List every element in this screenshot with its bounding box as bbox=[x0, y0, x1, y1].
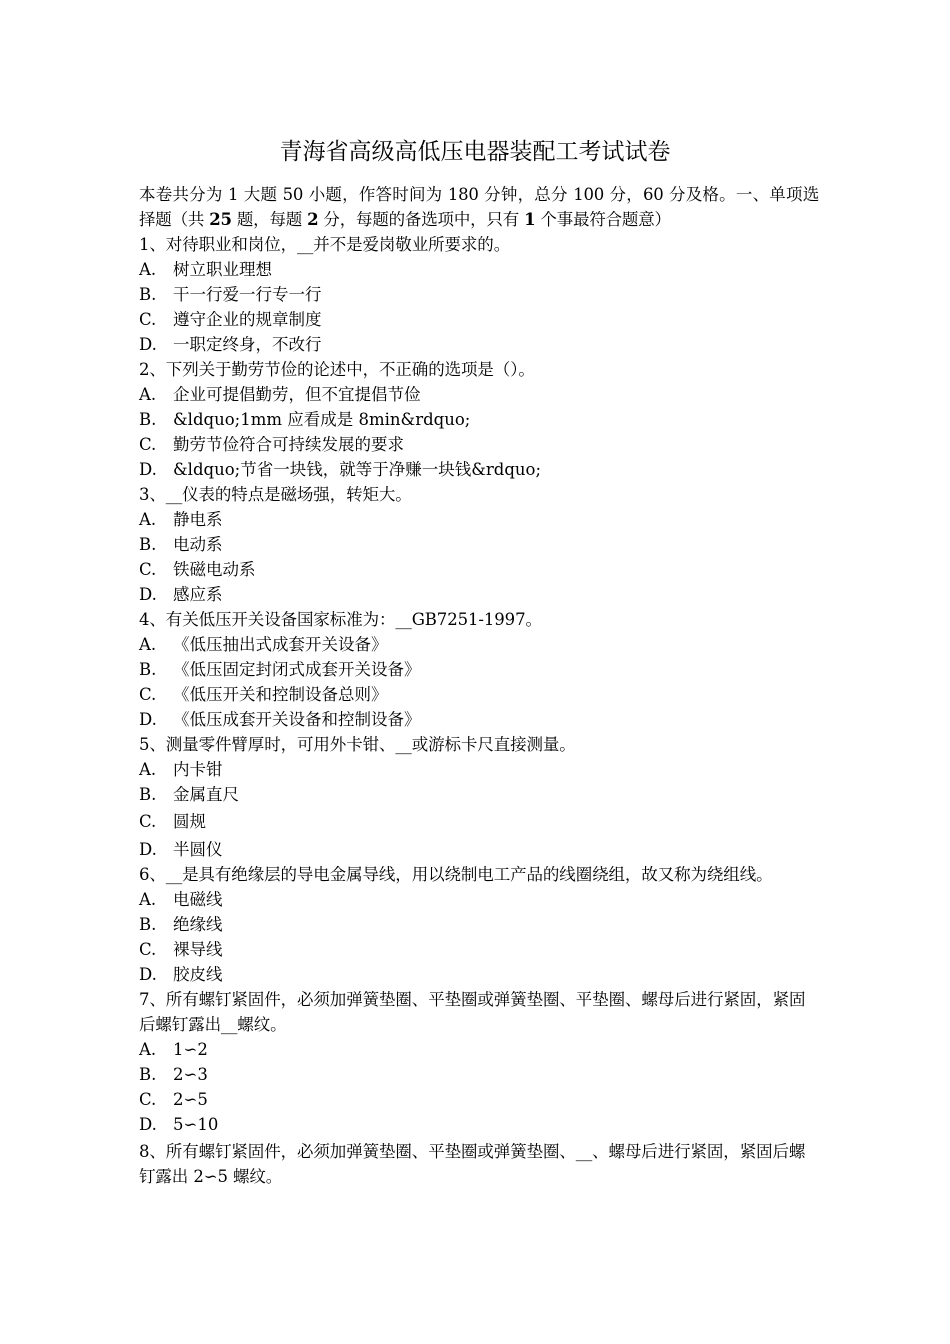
option-label: B. bbox=[139, 535, 157, 554]
option-text: 绝缘线 bbox=[173, 915, 223, 934]
option-label: C. bbox=[139, 435, 157, 454]
option-3b bbox=[139, 532, 819, 557]
option-label: A. bbox=[139, 635, 157, 654]
option-label: A. bbox=[139, 890, 157, 909]
option-label: D. bbox=[139, 840, 157, 859]
option-label: C. bbox=[139, 560, 157, 579]
option-5a bbox=[139, 757, 819, 782]
option-label: C. bbox=[139, 812, 157, 831]
option-1c bbox=[139, 307, 819, 332]
option-7a bbox=[139, 1037, 819, 1062]
option-label: B. bbox=[139, 1065, 157, 1084]
option-4b bbox=[139, 657, 819, 682]
exam-body bbox=[139, 182, 819, 1189]
intro-score-per-question: 2 bbox=[307, 210, 319, 229]
question-3: 3、__仪表的特点是磁场强，转矩大。 bbox=[139, 485, 412, 504]
option-text: 2∽5 bbox=[173, 1090, 208, 1109]
option-5b bbox=[139, 782, 819, 807]
option-7b bbox=[139, 1062, 819, 1087]
option-3c bbox=[139, 557, 819, 582]
option-6b bbox=[139, 912, 819, 937]
option-text: 金属直尺 bbox=[173, 785, 239, 804]
option-label: B. bbox=[139, 785, 157, 804]
option-text: 胶皮线 bbox=[173, 965, 223, 984]
option-text: 铁磁电动系 bbox=[173, 560, 256, 579]
option-label: B. bbox=[139, 285, 157, 304]
option-label: B. bbox=[139, 660, 157, 679]
question-2: 2、下列关于勤劳节俭的论述中，不正确的选项是（）。 bbox=[139, 360, 535, 379]
intro-text: 本卷共分为 1 大题 50 小题，作答时间为 180 分钟，总分 100 分，60 分及格。一、单项选择题（共 bbox=[139, 185, 819, 229]
option-label: C. bbox=[139, 685, 157, 704]
option-5c bbox=[139, 809, 819, 834]
option-label: C. bbox=[139, 310, 157, 329]
option-text: 电动系 bbox=[173, 535, 223, 554]
option-label: A. bbox=[139, 260, 157, 279]
option-text: 干一行爱一行专一行 bbox=[173, 285, 322, 304]
option-2b bbox=[139, 407, 819, 432]
option-text: 2∽3 bbox=[173, 1065, 208, 1084]
option-label: C. bbox=[139, 1090, 157, 1109]
option-label: A. bbox=[139, 385, 157, 404]
option-text: 半圆仪 bbox=[173, 840, 223, 859]
option-text: 遵守企业的规章制度 bbox=[173, 310, 322, 329]
option-3d bbox=[139, 582, 819, 607]
option-text: 静电系 bbox=[173, 510, 223, 529]
exam-intro bbox=[139, 182, 819, 232]
option-text: 树立职业理想 bbox=[173, 260, 272, 279]
option-label: D. bbox=[139, 710, 157, 729]
option-text: 感应系 bbox=[173, 585, 223, 604]
option-text: 《低压抽出式成套开关设备》 bbox=[173, 635, 388, 654]
intro-text: 个事最符合题意） bbox=[535, 210, 671, 229]
option-7d bbox=[139, 1112, 819, 1137]
question-7: 7、所有螺钉紧固件，必须加弹簧垫圈、平垫圈或弹簧垫圈、平垫圈、螺母后进行紧固，紧固后螺钉露出__螺纹。 bbox=[139, 990, 806, 1034]
option-1d bbox=[139, 332, 819, 357]
option-7c bbox=[139, 1087, 819, 1112]
option-5d bbox=[139, 837, 819, 862]
option-4d bbox=[139, 707, 819, 732]
intro-text: 题，每题 bbox=[231, 210, 308, 229]
option-label: D. bbox=[139, 585, 157, 604]
option-label: D. bbox=[139, 335, 157, 354]
option-3a bbox=[139, 507, 819, 532]
option-1a bbox=[139, 257, 819, 282]
question-4: 4、有关低压开关设备国家标准为：__GB7251-1997。 bbox=[139, 610, 542, 629]
intro-correct-count: 1 bbox=[524, 210, 536, 229]
page-title: 青海省高级高低压电器装配工考试试卷 bbox=[279, 139, 671, 165]
option-label: D. bbox=[139, 1115, 157, 1134]
option-text: 《低压开关和控制设备总则》 bbox=[173, 685, 388, 704]
option-label: C. bbox=[139, 940, 157, 959]
option-label: B. bbox=[139, 410, 157, 429]
option-text: 圆规 bbox=[173, 812, 206, 831]
option-4a bbox=[139, 632, 819, 657]
option-4c bbox=[139, 682, 819, 707]
option-1b bbox=[139, 282, 819, 307]
question-1: 1、对待职业和岗位，__并不是爱岗敬业所要求的。 bbox=[139, 235, 511, 254]
option-text: &ldquo;1mm 应看成是 8min&rdquo; bbox=[173, 410, 471, 429]
intro-text: 分，每题的备选项中，只有 bbox=[318, 210, 525, 229]
option-6a bbox=[139, 887, 819, 912]
option-label: B. bbox=[139, 915, 157, 934]
option-text: 裸导线 bbox=[173, 940, 223, 959]
option-label: A. bbox=[139, 1040, 157, 1059]
option-label: D. bbox=[139, 460, 157, 479]
option-text: 1∽2 bbox=[173, 1040, 208, 1059]
intro-question-count: 25 bbox=[209, 210, 232, 229]
option-text: 5∽10 bbox=[173, 1115, 219, 1134]
option-label: A. bbox=[139, 510, 157, 529]
option-6d bbox=[139, 962, 819, 987]
option-text: 内卡钳 bbox=[173, 760, 223, 779]
option-text: 《低压固定封闭式成套开关设备》 bbox=[173, 660, 421, 679]
option-label: D. bbox=[139, 965, 157, 984]
option-text: 一职定终身，不改行 bbox=[173, 335, 322, 354]
question-8: 8、所有螺钉紧固件，必须加弹簧垫圈、平垫圈或弹簧垫圈、__、螺母后进行紧固，紧固后螺钉露出 2∽5 螺纹。 bbox=[139, 1142, 806, 1186]
option-text: 电磁线 bbox=[173, 890, 223, 909]
option-label: A. bbox=[139, 760, 157, 779]
question-5: 5、测量零件臂厚时，可用外卡钳、__或游标卡尺直接测量。 bbox=[139, 735, 576, 754]
option-6c bbox=[139, 937, 819, 962]
option-text: &ldquo;节省一块钱，就等于净赚一块钱&rdquo; bbox=[173, 460, 542, 479]
option-2a bbox=[139, 382, 819, 407]
option-2d bbox=[139, 457, 819, 482]
option-2c bbox=[139, 432, 819, 457]
option-text: 勤劳节俭符合可持续发展的要求 bbox=[173, 435, 404, 454]
option-text: 企业可提倡勤劳，但不宜提倡节俭 bbox=[173, 385, 421, 404]
option-text: 《低压成套开关设备和控制设备》 bbox=[173, 710, 421, 729]
question-6: 6、__是具有绝缘层的导电金属导线，用以绕制电工产品的线圈绕组，故又称为绕组线。 bbox=[139, 865, 773, 884]
